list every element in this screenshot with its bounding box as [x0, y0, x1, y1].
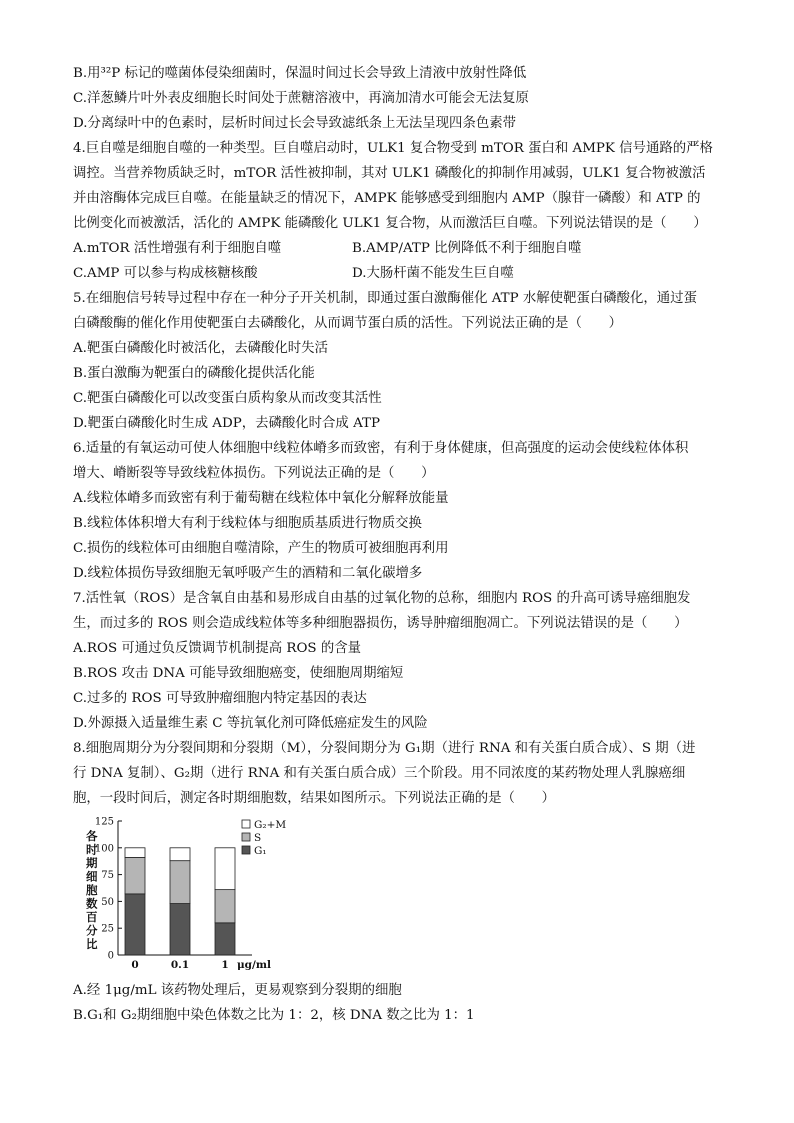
x-tick-label: 1	[221, 959, 229, 971]
y-tick-label: 50	[101, 896, 114, 908]
bar-segment	[125, 894, 145, 955]
legend-swatch	[242, 833, 250, 841]
q6-option-b: B.线粒体体积增大有利于线粒体与细胞质基质进行物质交换	[73, 516, 422, 531]
chart-bars	[125, 848, 271, 971]
bar-segment	[125, 857, 145, 893]
q4-option-a: A.mTOR 活性增强有利于细胞自噬	[73, 241, 282, 256]
legend-label: S	[254, 832, 262, 844]
y-tick-label: 25	[101, 923, 114, 935]
question-4-line-3: 并由溶酶体完成巨自噬。在能量缺乏的情况下，AMPK 能够感受到细胞内 AMP（腺苷一磷酸）和 ATP 的	[73, 191, 701, 206]
question-6-line-2: 增大、嵴断裂等导致线粒体损伤。下列说法正确的是（ ）	[73, 466, 435, 481]
q6-option-d: D.线粒体损伤导致细胞无氧呼吸产生的酒精和二氧化碳增多	[73, 566, 423, 581]
bar-segment	[215, 890, 235, 923]
question-4-line-1: 4.巨自噬是细胞自噬的一种类型。巨自噬启动时，ULK1 复合物受到 mTOR 蛋白和 AMPK 信号通路的严格	[73, 141, 713, 156]
option-c-line: C.洋葱鳞片叶外表皮细胞长时间处于蔗糖溶液中，再滴加清水可能会无法复原	[73, 91, 529, 106]
bar-segment	[170, 861, 190, 904]
question-8-line-1: 8.细胞周期分为分裂间期和分裂期（M），分裂间期分为 G₁期（进行 RNA 和有关蛋白质合成）、S 期（进	[73, 741, 696, 756]
legend-swatch	[242, 820, 250, 828]
option-d-line: D.分离绿叶中的色素时，层析时间过长会导致滤纸条上无法呈现四条色素带	[73, 116, 517, 131]
x-tick-label: 0	[131, 959, 139, 971]
q7-option-d: D.外源摄入适量维生素 C 等抗氧化剂可降低癌症发生的风险	[73, 716, 428, 731]
q6-option-c: C.损伤的线粒体可由细胞自噬清除，产生的物质可被细胞再利用	[73, 541, 449, 556]
q7-option-a: A.ROS 可通过负反馈调节机制提高 ROS 的含量	[73, 641, 362, 656]
question-4-line-2: 调控。当营养物质缺乏时，mTOR 活性被抑制，其对 ULK1 磷酸化的抑制作用减弱，ULK1 复合物被激活	[73, 166, 706, 181]
x-tick-label: 0.1	[170, 959, 190, 971]
question-7-line-1: 7.活性氧（ROS）是含氧自由基和易形成自由基的过氧化物的总称，细胞内 ROS 的升高可诱导癌细胞发	[73, 591, 691, 606]
y-tick-label: 125	[94, 816, 114, 828]
question-7-line-2: 生，而过多的 ROS 则会造成线粒体等多种细胞器损伤，诱导肿瘤细胞凋亡。下列说法错误的是（ ）	[73, 616, 688, 631]
bar-segment	[215, 848, 235, 890]
bar-segment	[125, 848, 145, 858]
q5-option-d: D.靶蛋白磷酸化时生成 ADP，去磷酸化时合成 ATP	[73, 416, 380, 431]
bar-segment	[170, 904, 190, 955]
q8-option-a: A.经 1μg/mL 该药物处理后，更易观察到分裂期的细胞	[73, 983, 402, 998]
question-8-line-2: 行 DNA 复制）、G₂期（进行 RNA 和有关蛋白质合成）三个阶段。用不同浓度的某药物处理人乳腺癌细	[73, 766, 686, 781]
q5-option-c: C.靶蛋白磷酸化可以改变蛋白质构象从而改变其活性	[73, 391, 382, 406]
q5-option-b: B.蛋白激酶为靶蛋白的磷酸化提供活化能	[73, 366, 315, 381]
legend-swatch	[242, 846, 250, 854]
q4-option-d: D.大肠杆菌不能发生巨自噬	[352, 266, 514, 281]
bar-segment	[170, 848, 190, 861]
q8-option-b: B.G₁和 G₂期细胞中染色体数之比为 1：2，核 DNA 数之比为 1：1	[73, 1008, 475, 1023]
y-tick-label: 100	[94, 843, 114, 855]
y-tick-label: 0	[107, 950, 114, 962]
option-b-line: B.用³²P 标记的噬菌体侵染细菌时，保温时间过长会导致上清液中放射性降低	[73, 66, 527, 81]
question-6-line-1: 6.适量的有氧运动可使人体细胞中线粒体嵴多而致密，有利于身体健康，但高强度的运动会使线粒体体积	[73, 441, 689, 456]
q5-option-a: A.靶蛋白磷酸化时被活化，去磷酸化时失活	[73, 341, 328, 356]
legend-label: G₂+M	[254, 819, 287, 831]
q4-option-c: C.AMP 可以参与构成核糖核酸	[73, 266, 258, 281]
question-4-line-4: 比例变化而被激活，活化的 AMPK 能磷酸化 ULK1 复合物，从而激活巨自噬。下列说法错误的是（ ）	[73, 216, 707, 231]
cell-cycle-stacked-bar-chart	[74, 812, 314, 977]
question-5-line-2: 白磷酸酶的催化作用使靶蛋白去磷酸化，从而调节蛋白质的活性。下列说法正确的是（ ）	[73, 316, 623, 331]
question-5-line-1: 5.在细胞信号转导过程中存在一种分子开关机制，即通过蛋白激酶催化 ATP 水解使靶蛋白磷酸化，通过蛋	[73, 291, 697, 306]
x-unit-label: μg/ml	[237, 959, 271, 971]
chart-legend	[242, 819, 286, 857]
y-tick-label: 75	[101, 870, 114, 882]
y-axis-label: 各时期细胞数百分比	[86, 829, 98, 951]
legend-label: G₁	[254, 845, 267, 857]
q6-option-a: A.线粒体嵴多而致密有利于葡萄糖在线粒体中氧化分解释放能量	[73, 491, 449, 506]
q4-option-b: B.AMP/ATP 比例降低不利于细胞自噬	[352, 241, 582, 256]
q7-option-c: C.过多的 ROS 可导致肿瘤细胞内特定基因的表达	[73, 691, 367, 706]
bar-segment	[215, 923, 235, 955]
question-8-line-3: 胞，一段时间后，测定各时期细胞数，结果如图所示。下列说法正确的是（ ）	[73, 791, 556, 806]
q7-option-b: B.ROS 攻击 DNA 可能导致细胞癌变，使细胞周期缩短	[73, 666, 404, 681]
